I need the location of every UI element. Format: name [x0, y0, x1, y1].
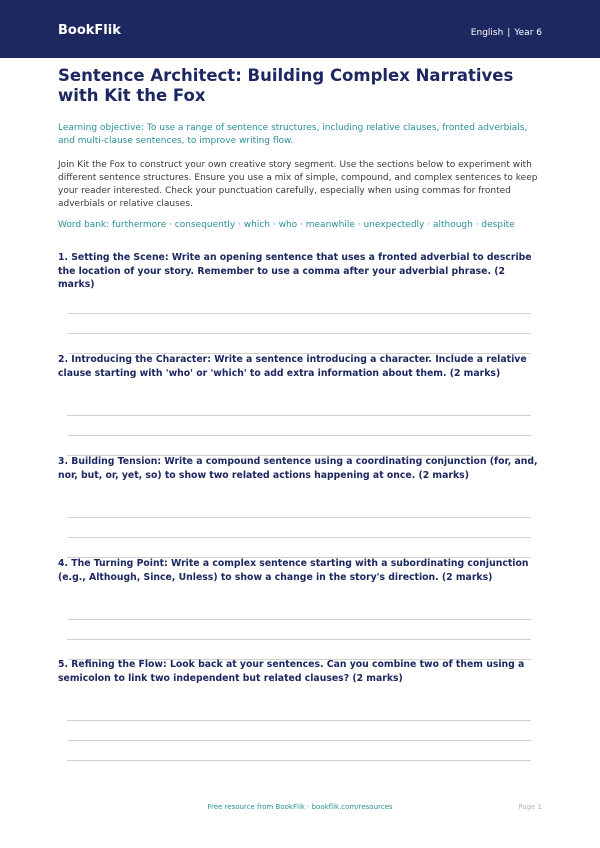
answer-line[interactable]	[67, 720, 531, 721]
answer-line[interactable]	[67, 740, 531, 741]
footer	[0, 802, 600, 814]
worksheet-intro	[58, 66, 543, 232]
answer-line[interactable]	[67, 639, 531, 640]
page-number: Page 1	[518, 803, 542, 811]
answer-line[interactable]	[67, 333, 531, 334]
brand-logo: BookFlik	[58, 23, 121, 38]
answer-line[interactable]	[67, 313, 531, 314]
year-label: Year 6	[514, 28, 542, 38]
learning-objective: Learning objective: To use a range of sentence structures, including relative clauses, fronted adverbials, and multi-clause sentences, to improve writing flow.	[58, 123, 528, 146]
question-4: 4. The Turning Point: Write a complex sentence starting with a subordinating conjunction (e.g., Although, Since, Unless) to show a change in the story's direction. (2 marks)	[58, 558, 529, 583]
word-bank: Word bank: furthermore · consequently · which · who · meanwhile · unexpectedly · although · despite	[58, 220, 515, 230]
page-title: Sentence Architect: Building Complex Narratives with Kit the Fox	[58, 66, 514, 105]
answer-line[interactable]	[67, 415, 531, 416]
footer-link[interactable]: Free resource from BookFlik · bookflik.com/resources	[207, 803, 393, 811]
question-2: 2. Introducing the Character: Write a sentence introducing a character. Include a relative clause starting with 'who' or 'which' to add extra information about them. (2 marks)	[58, 354, 527, 379]
subject-separator: |	[507, 28, 511, 38]
intro-paragraph: Join Kit the Fox to construct your own creative story segment. Use the sections below to experiment with different sentence structures. Ensure you use a mix of simple, compound, and complex sentences to keep your reader interested. Check your punctuation carefully, especially when using commas for fronted adverbials or relative clauses.	[58, 160, 538, 209]
subject-year-label	[471, 27, 542, 39]
answer-line[interactable]	[67, 537, 531, 538]
question-5: 5. Refining the Flow: Look back at your sentences. Can you combine two of them using a semicolon to link two independent but related clauses? (2 marks)	[58, 659, 525, 684]
answer-line[interactable]	[67, 517, 531, 518]
answer-line[interactable]	[67, 619, 531, 620]
question-1: 1. Setting the Scene: Write an opening sentence that uses a fronted adverbial to describe the location of your story. Remember to use a comma after your adverbial phrase. (2 marks)	[58, 252, 532, 290]
question-3: 3. Building Tension: Write a compound sentence using a coordinating conjunction (for, and, nor, but, or, yet, so) to show two related actions happening at once. (2 marks)	[58, 456, 538, 481]
answer-line[interactable]	[67, 435, 531, 436]
answer-line[interactable]	[67, 760, 531, 761]
subject-label: English	[470, 28, 504, 38]
header-bar	[0, 0, 600, 58]
